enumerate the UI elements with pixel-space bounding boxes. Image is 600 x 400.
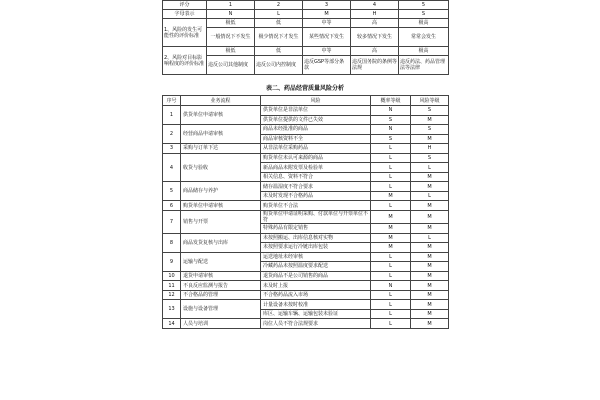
criteria-header-cell: 2 [255,1,303,10]
risk-grade: M [411,201,449,211]
likelihood-level-row [163,19,449,28]
risk-grade: S [411,153,449,163]
table-row [163,233,449,243]
row-number: 1 [163,106,181,125]
probability-grade: L [371,182,411,192]
symbol-row-label: 字母表示 [163,10,207,19]
risk-description: 未按照要求运行冷链出库包装 [261,243,371,253]
probability-grade: S [371,115,411,125]
criteria-header-cell: 评分 [163,1,207,10]
likelihood-level-cell: 中等 [303,19,351,28]
probability-grade: L [371,290,411,300]
probability-grade: N [371,106,411,116]
impact-description-cell: 违反公司内控制度 [255,56,303,75]
risk-grade: S [411,106,449,116]
probability-grade: N [371,281,411,291]
probability-grade: L [371,300,411,310]
impact-description-cell: 违反国务院的条例等法规 [351,56,399,75]
table-row [163,281,449,291]
likelihood-level-cell: 极高 [399,19,449,28]
row-number: 12 [163,290,181,300]
business-process: 购货单位申请审核 [181,201,261,211]
risk-header-row [163,96,449,106]
table-row [163,211,449,224]
business-process: 商品发货复核与出库 [181,233,261,252]
impact-level-cell: 极高 [399,47,449,56]
likelihood-description-cell: 极少情况下才发生 [255,28,303,47]
row-number: 2 [163,125,181,144]
probability-grade: L [371,271,411,281]
risk-description: 未及时上报 [261,281,371,291]
impact-level-row [163,47,449,56]
risk-description: 购货单位未认可来源的商品 [261,153,371,163]
business-process: 采购与订单下达 [181,144,261,154]
probability-grade: L [371,319,411,329]
row-number: 5 [163,182,181,201]
risk-grade: M [411,172,449,182]
risk-description: 未按照搬运、出库信息核对实物 [261,233,371,243]
probability-grade: L [371,172,411,182]
symbol-cell: L [255,10,303,19]
risk-grade: M [411,224,449,234]
table-row [163,252,449,262]
probability-grade: L [371,153,411,163]
risk-description: 供货单位是非法单位 [261,106,371,116]
symbol-cell: M [303,10,351,19]
criteria-header-cell: 1 [207,1,255,10]
probability-grade: L [371,252,411,262]
table-row [163,290,449,300]
risk-grade: M [411,182,449,192]
risk-grade: M [411,319,449,329]
risk-description: 相关信息、资料不符合 [261,172,371,182]
row-number: 7 [163,211,181,234]
risk-grade: H [411,144,449,154]
table-row [163,319,449,329]
table-row [163,106,449,116]
likelihood-description-cell: 一般情况下不发生 [207,28,255,47]
symbol-cell: H [351,10,399,19]
risk-grade: L [411,191,449,201]
business-process: 不良反应监测与报告 [181,281,261,291]
probability-grade: M [371,211,411,224]
risk-description: 运送地址未经审核 [261,252,371,262]
risk-description: 库区、运输车辆、运输包装未验证 [261,309,371,319]
row-number: 4 [163,153,181,182]
table-row [163,153,449,163]
row-number: 6 [163,201,181,211]
likelihood-level-cell: 高 [351,19,399,28]
risk-description: 购货单位申请证明采购、付款单位与开票单位不符 [261,211,371,224]
risk-grade: M [411,281,449,291]
criteria-table [162,0,449,75]
business-process: 不合格品的管理 [181,290,261,300]
probability-grade: S [371,134,411,144]
business-process: 销售与开票 [181,211,261,234]
symbol-row [163,10,449,19]
likelihood-criteria-label: 1、风险的发生可能性的评价标准 [163,19,207,47]
risk-grade: M [411,309,449,319]
header-risk: 风险 [261,96,371,106]
probability-grade: L [371,262,411,272]
risk-description: 商品未经批准的商品 [261,125,371,135]
row-number: 11 [163,281,181,291]
impact-level-cell: 中等 [303,47,351,56]
probability-grade: L [371,309,411,319]
probability-grade: M [371,243,411,253]
likelihood-level-cell: 极低 [207,19,255,28]
business-process: 供货单位申请审核 [181,106,261,125]
risk-description: 供货单位提供的文件已失效 [261,115,371,125]
risk-grade: M [411,243,449,253]
table-row [163,182,449,192]
likelihood-description-cell: 常常会发生 [399,28,449,47]
criteria-header-cell: 4 [351,1,399,10]
likelihood-description-cell: 某些情况下发生 [303,28,351,47]
risk-description: 购货单位不合法 [261,201,371,211]
risk-description: 新品商品未附发票及检验单 [261,163,371,173]
risk-grade: M [411,115,449,125]
row-number: 8 [163,233,181,252]
probability-grade: N [371,125,411,135]
header-no: 序号 [163,96,181,106]
risk-description: 退货商品不是公司销售的商品 [261,271,371,281]
risk-grade: M [411,134,449,144]
impact-description-cell: 违反公司其他制度 [207,56,255,75]
probability-grade: L [371,201,411,211]
risk-grade: M [411,262,449,272]
risk-grade: L [411,233,449,243]
probability-grade: M [371,224,411,234]
risk-grade: L [411,163,449,173]
risk-description: 计量设备未按时校准 [261,300,371,310]
table-row [163,300,449,310]
risk-description: 冷藏药品未按照温度要求配送 [261,262,371,272]
risk-description: 储存温湿度不符合要求 [261,182,371,192]
impact-level-cell: 极低 [207,47,255,56]
row-number: 3 [163,144,181,154]
probability-grade: L [371,144,411,154]
symbol-cell: S [399,10,449,19]
business-process: 商品储存与养护 [181,182,261,201]
table-row [163,144,449,154]
row-number: 14 [163,319,181,329]
risk-grade: M [411,271,449,281]
row-number: 9 [163,252,181,271]
risk-grade: M [411,300,449,310]
risk-description: 从非法单位采购药品 [261,144,371,154]
row-number: 10 [163,271,181,281]
impact-level-cell: 高 [351,47,399,56]
criteria-header-cell: 3 [303,1,351,10]
table-caption: 表二、药品经营质量风险分析 [265,85,344,92]
criteria-header-cell: 5 [399,1,449,10]
impact-description-cell: 违反药法、药品管理法等法律 [399,56,449,75]
probability-grade: M [371,233,411,243]
business-process: 收货与验收 [181,153,261,182]
header-risk-level: 风险等级 [411,96,449,106]
table-row [163,201,449,211]
risk-grade: M [411,290,449,300]
row-number: 13 [163,300,181,319]
header-process: 业务流程 [181,96,261,106]
risk-grade: S [411,125,449,135]
risk-table-body [163,106,449,329]
likelihood-level-cell: 低 [255,19,303,28]
business-process: 运输与配送 [181,252,261,271]
risk-grade: M [411,211,449,224]
likelihood-description-cell: 较多情况下发生 [351,28,399,47]
business-process: 人员与培训 [181,319,261,329]
business-process: 经营商品申请审核 [181,125,261,144]
risk-description: 岗位人员不符合法规要求 [261,319,371,329]
risk-description: 未及时发现不合格药品 [261,191,371,201]
business-process: 退货申请审核 [181,271,261,281]
impact-criteria-label: 2、风险对目标影响程度的评价标准 [163,47,207,75]
document-page [162,0,448,329]
table-row [163,125,449,135]
risk-description: 不合格药品流入市场 [261,290,371,300]
risk-grade: M [411,252,449,262]
header-probability: 概率等级 [371,96,411,106]
table-row [163,271,449,281]
business-process: 设施与设备管理 [181,300,261,319]
symbol-cell: N [207,10,255,19]
impact-level-cell: 低 [255,47,303,56]
criteria-header-row [163,1,449,10]
probability-grade: L [371,163,411,173]
impact-description-cell: 违反GSP等部分条款 [303,56,351,75]
risk-description: 特殊药品有限定销售 [261,224,371,234]
risk-description: 商品审核资料不全 [261,134,371,144]
probability-grade: M [371,191,411,201]
risk-analysis-table [162,95,449,329]
